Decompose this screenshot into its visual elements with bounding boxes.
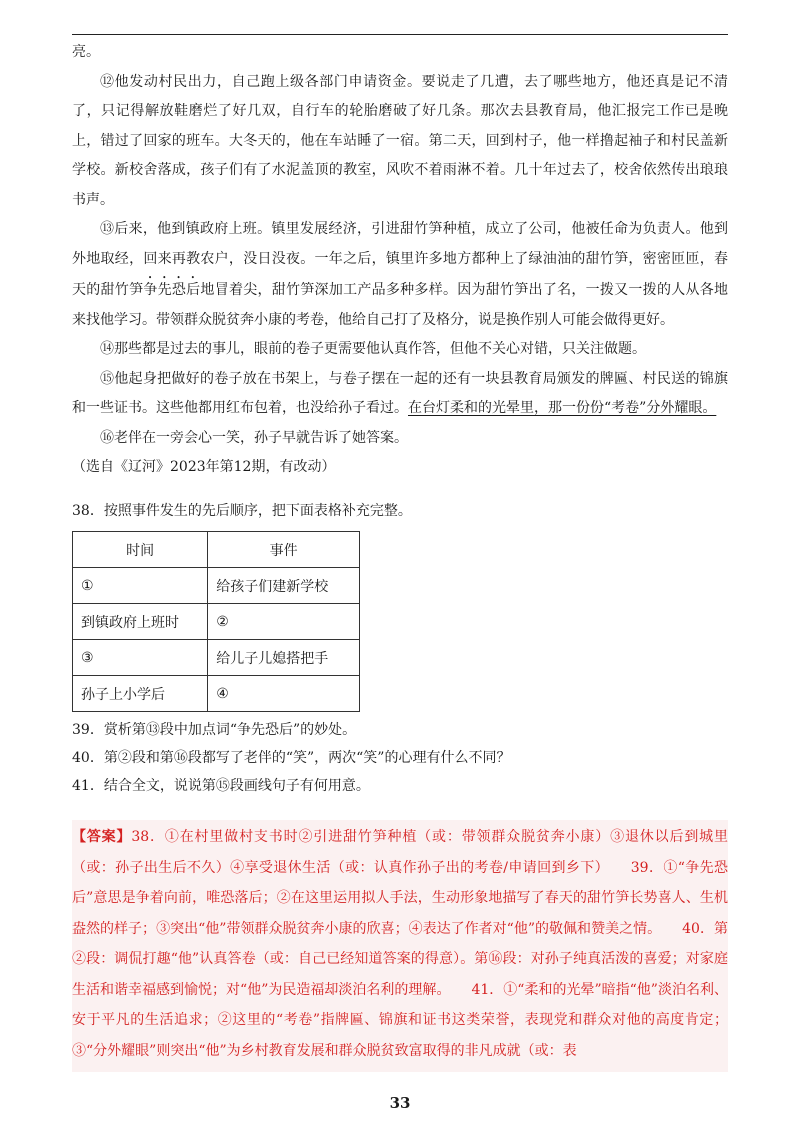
table-header-row bbox=[73, 532, 360, 568]
paragraph-13-part1: ⑬后来，他到镇政府上班。镇里发展经济，引进甜竹笋种植，成立了公司，他被任命为负责人。他到外地取经，回来再教农户，没日没夜。一年之后，镇里许多地方都种上了绿油油的甜竹笋，密密匝匝，春天的甜竹笋 bbox=[72, 221, 728, 298]
table-cell: ④ bbox=[208, 676, 360, 712]
table-row bbox=[73, 676, 360, 712]
table-cell: 给儿子儿媳搭把手 bbox=[208, 640, 360, 676]
table-row bbox=[73, 568, 360, 604]
underlined-sentence: 在台灯柔和的光晕里，那一份份“考卷”分外耀眼。 bbox=[408, 400, 717, 416]
dotted-word: 争先恐后 bbox=[143, 282, 201, 298]
table-header: 时间 bbox=[73, 532, 208, 568]
answer-label: 【答案】 bbox=[72, 829, 132, 845]
paragraph-16: ⑯老伴在一旁会心一笑，孙子早就告诉了她答案。 bbox=[100, 429, 408, 446]
table-cell: 给孩子们建新学校 bbox=[208, 568, 360, 604]
table-header: 事件 bbox=[208, 532, 360, 568]
question-41: 41．结合全文，说说第⑮段画线句子有何用意。 bbox=[72, 778, 370, 794]
paragraph-13 bbox=[72, 215, 728, 335]
table-cell: ③ bbox=[73, 640, 208, 676]
page-number: 33 bbox=[389, 1094, 411, 1112]
paragraph-14: ⑭那些都是过去的事儿，眼前的卷子更需要他认真作答，但他不关心对错，只关注做题。 bbox=[100, 341, 646, 357]
table-cell: ① bbox=[73, 568, 208, 604]
top-rule bbox=[72, 34, 728, 35]
table-cell: ② bbox=[208, 604, 360, 640]
answer-text: 38．①在村里做村支书时②引进甜竹笋种植（或：带领群众脱贫奔小康）③退休以后到城里（或：孙子出生后不久）④享受退休生活（或：认真作孙子出的考卷/申请回到乡下） 39．①“争先恐后”意思是争着向前，唯恐落后；②在这里运用拟人手法，生动形象地描写了春天的甜竹笋长势喜人、生机盎然的样子；③突出“他”带领群众脱贫奔小康的欣喜；④表达了作者对“他”的敬佩和赞美之情。 40．第②段：调侃打趣“他”认真答卷（或：自己已经知道答案的得意）。第⑯段：对孙子纯真活泼的喜爱；对家庭生活和谐幸福感到愉悦；对“他”为民造福却淡泊名利的理解。 41．①“柔和的光晕”暗指“他”淡泊名利、安于平凡的生活追求；②这里的“考卷”指牌匾、锦旗和证书这类荣誉，表现党和群众对他的高度肯定；③“分外耀眼”则突出“他”为乡村教育发展和群众脱贫致富取得的非凡成就（或：表 bbox=[72, 829, 729, 1059]
table-cell: 孙子上小学后 bbox=[73, 676, 208, 712]
paragraph-13-part2: 地冒着尖，甜竹笋深加工产品多种多样。因为甜竹笋出了名，一拨又一拨的人从各地来找他学习。带领群众脱贫奔小康的考卷，他给自己打了及格分，说是换作别人可能会做得更好。 bbox=[72, 282, 729, 328]
paragraph-15-part1: ⑮他起身把做好的卷子放在书架上，与卷子摆在一起的还有一块县教育局颁发的牌匾、村民送的锦旗和一些证书。这些他都用红布包着，也没给孙子看过。 bbox=[72, 370, 728, 416]
question-39: 39．赏析第⑬段中加点词“争先恐后”的妙处。 bbox=[72, 722, 357, 738]
source-citation: （选自《辽河》2023年第12期，有改动） bbox=[72, 459, 336, 475]
passage-fragment: 亮。 bbox=[72, 44, 100, 60]
passage bbox=[72, 38, 728, 483]
table-cell: 到镇政府上班时 bbox=[73, 604, 208, 640]
paragraph-15 bbox=[72, 365, 728, 424]
event-table bbox=[72, 531, 360, 712]
questions bbox=[72, 497, 728, 800]
table-row bbox=[73, 640, 360, 676]
answer-block bbox=[72, 820, 728, 1072]
question-38: 38．按照事件发生的先后顺序，把下面表格补充完整。 bbox=[72, 503, 412, 519]
table-row bbox=[73, 604, 360, 640]
paragraph-12: ⑫他发动村民出力，自己跑上级各部门申请资金。要说走了几遭，去了哪些地方，他还真是记不清了，只记得解放鞋磨烂了好几双，自行车的轮胎磨破了好几条。那次去县教育局，他汇报完工作已是晚上，错过了回家的班车。大冬天的，他在车站睡了一宿。第二天，回到村子，他一样撸起袖子和村民盖新学校。新校舍落成，孩子们有了水泥盖顶的教室，风吹不着雨淋不着。几十年过去了，校舍依然传出琅琅书声。 bbox=[72, 73, 728, 208]
question-40: 40．第②段和第⑯段都写了老伴的“笑”，两次“笑”的心理有什么不同？ bbox=[72, 750, 511, 766]
